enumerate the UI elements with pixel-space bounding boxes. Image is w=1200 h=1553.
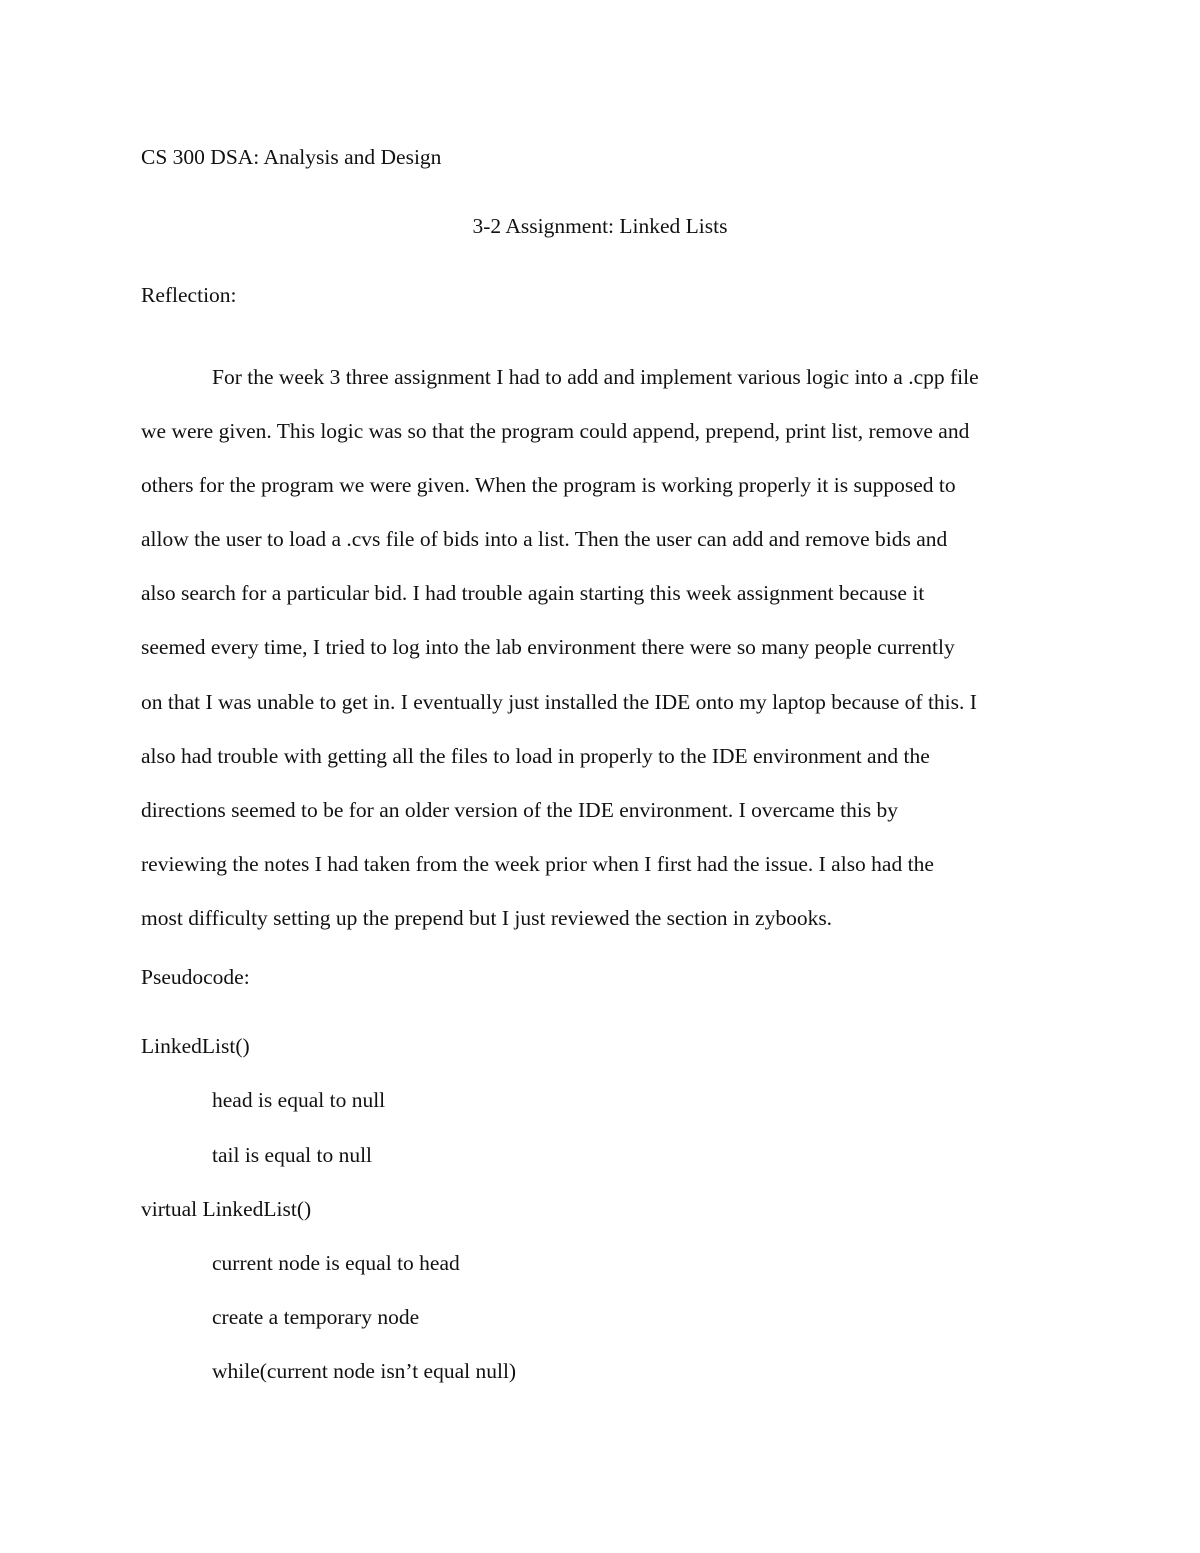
pseudocode-line: head is equal to null [212, 1088, 386, 1112]
reflection-line: others for the program we were given. When the program is working properly it is supposed to [141, 473, 956, 498]
reflection-heading: Reflection: [141, 283, 237, 307]
pseudocode-line: current node is equal to head [212, 1251, 460, 1275]
assignment-title: 3-2 Assignment: Linked Lists [472, 214, 728, 238]
reflection-line: seemed every time, I tried to log into the lab environment there were so many people currently [141, 635, 955, 660]
reflection-line: directions seemed to be for an older version of the IDE environment. I overcame this by [141, 797, 899, 822]
reflection-line: reviewing the notes I had taken from the week prior when I first had the issue. I also had the [141, 851, 934, 876]
reflection-line: For the week 3 three assignment I had to add and implement various logic into a .cpp file [212, 365, 979, 389]
reflection-line: on that I was unable to get in. I eventually just installed the IDE onto my laptop because of this. I [141, 689, 977, 714]
pseudocode-constructor: LinkedList() [141, 1034, 250, 1058]
reflection-line: also search for a particular bid. I had trouble again starting this week assignment because it [141, 581, 925, 606]
pseudocode-line: create a temporary node [212, 1305, 420, 1329]
course-title: CS 300 DSA: Analysis and Design [141, 145, 442, 169]
pseudocode-destructor: virtual LinkedList() [141, 1197, 312, 1221]
reflection-line: we were given. This logic was so that the program could append, prepend, print list, remove and [141, 419, 970, 444]
pseudocode-line: while(current node isn’t equal null) [212, 1359, 517, 1383]
pseudocode-line: tail is equal to null [212, 1143, 373, 1167]
reflection-line: allow the user to load a .cvs file of bids into a list. Then the user can add and remove bids and [141, 527, 948, 552]
pseudocode-heading: Pseudocode: [141, 965, 250, 989]
reflection-paragraph [141, 350, 1061, 945]
reflection-line: also had trouble with getting all the files to load in properly to the IDE environment and the [141, 743, 930, 768]
reflection-line: most difficulty setting up the prepend but I just reviewed the section in zybooks. [141, 905, 833, 930]
